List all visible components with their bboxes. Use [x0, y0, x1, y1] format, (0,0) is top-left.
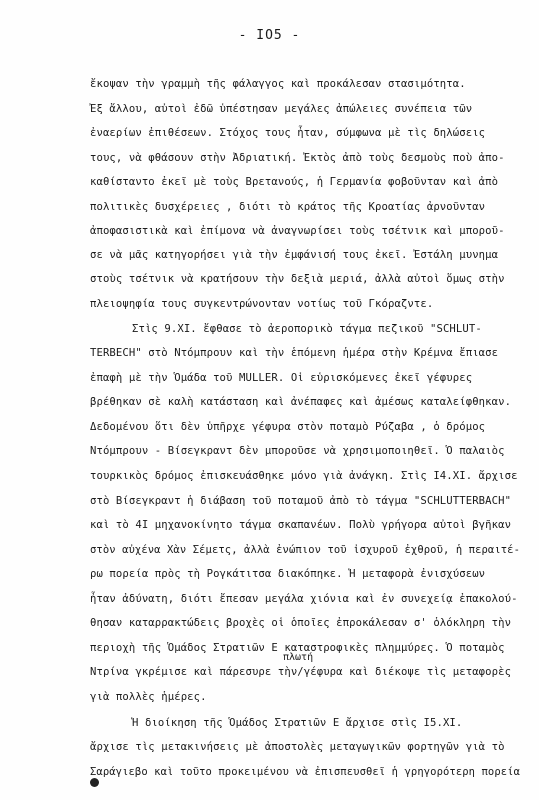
text-line: ἐπαφὴ μὲ τὴν Ὁμάδα τοῦ MULLER. Οἱ εὑρισκόμενες ἐκεῖ γέφυρες: [90, 372, 473, 384]
text-line: ἀποφασιστικὰ καὶ ἐπίμονα νὰ ἀναγνωρίσει τοὺς τσέτνικ καὶ μποροῦ-: [90, 225, 505, 237]
text-line: ἔκοψαν τὴν γραμμὴ τῆς φάλαγγος καὶ προκάλεσαν στασιμότητα.: [90, 78, 466, 90]
text-line: Δεδομένου ὅτι δὲν ὑπῆρχε γέφυρα στὸν ποταμὸ Ρύζαβα , ὁ δρόμος: [90, 421, 486, 433]
text-line: θησαν καταρρακτώδεις βροχὲς οἱ ὁποῖες ἐπροκάλεσαν σ' ὁλόκληρη τὴν: [90, 617, 512, 629]
text-line: βρέθηκαν σὲ καλὴ κατάσταση καὶ ἀνέπαφες καὶ ἀμέσως καταλείφθηκαν.: [90, 396, 512, 408]
text-line: γιὰ πολλὲς ἡμέρες.: [90, 691, 207, 703]
text-line: περιοχὴ τῆς Ὁμάδος Στρατιῶν Ε καταστροφικὲς πλημμύρες. Ὁ ποταμὸς: [90, 642, 505, 654]
text-line: Ἐξ ἄλλου, αὐτοὶ ἐδῶ ὑπέστησαν μεγάλες ἀπώλειες συνέπεια τῶν: [90, 103, 473, 115]
text-line: ἦταν ἀδύνατη, διότι ἔπεσαν μεγάλα χιόνια καὶ ἐν συνεχείᾳ ἐπακολού-: [90, 593, 518, 605]
text-line: ἐναερίων ἐπιθέσεων. Στόχος τους ἦταν, σύμφωνα μὲ τὶς δηλώσεις: [90, 127, 486, 139]
text-line: στὸ Βίσεγκραντ ἡ διάβαση τοῦ ποταμοῦ ἀπὸ τὸ τάγμα "SCHLUTTERBACH": [90, 495, 512, 507]
ink-dot: [90, 778, 99, 787]
text-line: τουρκικὸς δρόμος ἐπισκευάσθηκε μόνο γιὰ ἀνάγκη. Στὶς I4.XI. ἄρχισε: [90, 470, 518, 482]
page-number: - IO5 -: [238, 28, 301, 43]
text-line: Ντρίνα γκρέμισε καὶ πάρεσυρε τὴν/γέφυρα καὶ διέκοψε τὶς μεταφορὲς: [90, 666, 512, 678]
text-line: τους, νὰ φθάσουν στὴν Ἀδριατική. Ἐκτὸς ἀπὸ τοὺς δεσμοὺς ποὺ ἀπο-: [90, 152, 505, 164]
text-line: πολιτικὲς δυσχέρειες , διότι τὸ κράτος τῆς Κροατίας ἀρνοῦνταν: [90, 201, 486, 213]
text-line: ἄρχισε τὶς μετακινήσεις μὲ ἀποστολὲς μεταγωγικῶν φορτηγῶν γιὰ τὸ: [90, 741, 505, 753]
text-line: Ἡ διοίκηση τῆς Ὁμάδος Στρατιῶν Ε ἄρχισε στὶς I5.XI.: [132, 717, 463, 729]
text-line: Ντόμπρουν - Βίσεγκραντ δὲν μποροῦσε νὰ χρησιμοποιηθεῖ. Ὁ παλαιὸς: [90, 445, 505, 457]
text-line: Στὶς 9.XI. ἔφθασε τὸ ἀεροπορικὸ τάγμα πεζικοῦ "SCHLUT-: [132, 323, 482, 335]
text-line: Σαράγιεβο καὶ τοῦτο προκειμένου νὰ ἐπισπευσθεῖ ἡ γρηγορότερη πορεία: [90, 766, 521, 778]
text-line: σε νὰ μᾶς κατηγορήσει γιὰ τὴν ἐμφάνισή τους ἐκεῖ. Ἐστάλη μυνημα: [90, 249, 499, 261]
text-line: καὶ τὸ 4I μηχανοκίνητο τάγμα σκαπανέων. Πολὺ γρήγορα αὐτοὶ βγῆκαν: [90, 519, 512, 531]
text-line: στοὺς τσέτνικ νὰ κρατήσουν τὴν δεξιὰ μεριά, ἀλλὰ αὐτοὶ ὅμως στὴν: [90, 273, 505, 285]
text-line: στὸν αὐχένα Χὰν Σέμετς, ἀλλὰ ἐνώπιον τοῦ ἰσχυροῦ ἐχθροῦ, ἡ περαιτέ-: [90, 544, 521, 556]
interlinear-insert: πλωτή: [283, 652, 314, 663]
text-line: πλειοψηφία τους συγκεντρώνονταν νοτίως τοῦ Γκόραζντε.: [90, 298, 434, 310]
text-line: ρω πορεία πρὸς τὴ Ρογκάτιτσα διακόπηκε. Ἡ μεταφορὰ ἐνισχύσεων: [90, 568, 486, 580]
text-line: TERBECH" στὸ Ντόμπρουν καὶ τὴν ἑπόμενη ἡμέρα στὴν Κρέμνα ἔπιασε: [90, 347, 499, 359]
text-line: καθίσταντο ἐκεῖ μὲ τοὺς Βρετανούς, ἡ Γερμανία φοβοῦνταν καὶ ἀπὸ: [90, 176, 499, 188]
